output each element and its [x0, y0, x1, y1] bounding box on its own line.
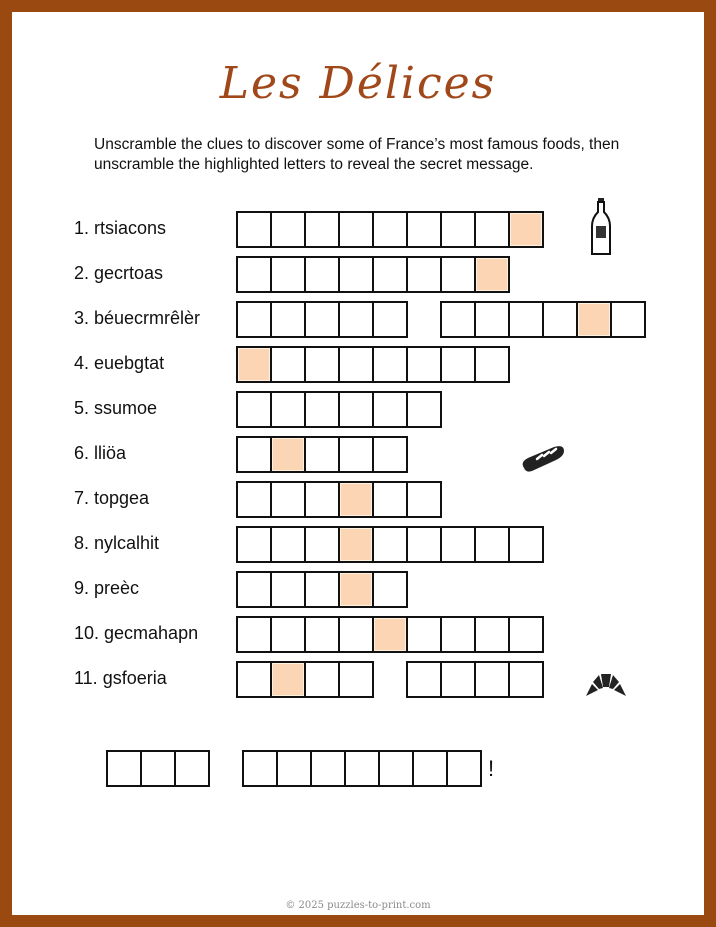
letter-box[interactable]: [544, 303, 578, 336]
clue-label: 5. ssumoe: [74, 398, 158, 418]
letter-box[interactable]: [306, 303, 340, 336]
letter-box[interactable]: [306, 483, 340, 516]
baguette-icon: [520, 444, 566, 474]
answer-row: [236, 481, 442, 516]
letter-box[interactable]: [238, 258, 272, 291]
letter-box[interactable]: [476, 213, 510, 246]
highlighted-letter-box[interactable]: [238, 348, 272, 381]
letter-box[interactable]: [510, 618, 542, 651]
letter-box[interactable]: [238, 303, 272, 336]
letter-box[interactable]: [272, 393, 306, 426]
answer-row: [236, 211, 544, 246]
highlighted-letter-box[interactable]: [272, 663, 306, 696]
letter-box[interactable]: [340, 618, 374, 651]
letter-box[interactable]: [306, 213, 340, 246]
answer-word-group: [236, 526, 544, 563]
highlighted-letter-box[interactable]: [340, 528, 374, 561]
letter-box[interactable]: [442, 213, 476, 246]
copyright-footer: © 2025 puzzles-to-print.com: [285, 900, 431, 911]
answer-word-group: [236, 256, 510, 293]
letter-box[interactable]: [510, 303, 544, 336]
letter-box[interactable]: [442, 258, 476, 291]
letter-box[interactable]: [340, 438, 374, 471]
letter-box[interactable]: [408, 348, 442, 381]
answer-row: [236, 571, 408, 606]
clue-label: 1. rtsiacons: [74, 218, 167, 238]
letter-box[interactable]: [272, 348, 306, 381]
letter-box[interactable]: [442, 348, 476, 381]
highlighted-letter-box[interactable]: [578, 303, 612, 336]
answer-word-group: [236, 571, 408, 608]
letter-box[interactable]: [238, 438, 272, 471]
letter-box[interactable]: [510, 528, 542, 561]
clue-label: 10. gecmahapn: [74, 623, 199, 643]
letter-box[interactable]: [510, 663, 542, 696]
secret-word-group: [242, 750, 482, 787]
letter-box[interactable]: [238, 528, 272, 561]
secret-letter-box[interactable]: [380, 752, 414, 785]
answer-row: [236, 346, 510, 381]
secret-letter-box[interactable]: [448, 752, 480, 785]
clue-label: 2. gecrtoas: [74, 263, 164, 283]
highlighted-letter-box[interactable]: [340, 573, 374, 606]
answer-row: [236, 391, 442, 426]
letter-box[interactable]: [374, 438, 406, 471]
letter-box[interactable]: [340, 393, 374, 426]
answer-row: [236, 301, 646, 336]
letter-box[interactable]: [442, 618, 476, 651]
letter-box[interactable]: [306, 528, 340, 561]
letter-box[interactable]: [408, 618, 442, 651]
letter-box[interactable]: [272, 303, 306, 336]
letter-box[interactable]: [476, 528, 510, 561]
secret-message-exclamation: !: [488, 756, 495, 781]
letter-box[interactable]: [476, 303, 510, 336]
letter-box[interactable]: [374, 393, 408, 426]
letter-box[interactable]: [374, 573, 406, 606]
clue-label: 8. nylcalhit: [74, 533, 160, 553]
letter-box[interactable]: [442, 303, 476, 336]
letter-box[interactable]: [272, 528, 306, 561]
letter-box[interactable]: [374, 348, 408, 381]
answer-word-group: [236, 436, 408, 473]
clue-label: 4. euebgtat: [74, 353, 165, 373]
clue-label: 3. béuecrmrêlèr: [74, 308, 201, 328]
answer-word-group: [406, 661, 544, 698]
letter-box[interactable]: [238, 483, 272, 516]
letter-box[interactable]: [340, 663, 372, 696]
secret-letter-box[interactable]: [346, 752, 380, 785]
highlighted-letter-box[interactable]: [510, 213, 542, 246]
letter-box[interactable]: [374, 258, 408, 291]
letter-box[interactable]: [272, 483, 306, 516]
letter-box[interactable]: [238, 618, 272, 651]
champagne-bottle-icon: [588, 198, 614, 258]
answer-word-group: [236, 211, 544, 248]
letter-box[interactable]: [612, 303, 644, 336]
letter-box[interactable]: [476, 348, 508, 381]
clue-label: 9. preèc: [74, 578, 140, 598]
answer-row: [236, 256, 510, 291]
answer-row: [236, 616, 544, 651]
letter-box[interactable]: [476, 663, 510, 696]
letter-box[interactable]: [238, 393, 272, 426]
letter-box[interactable]: [340, 213, 374, 246]
letter-box[interactable]: [408, 483, 440, 516]
letter-box[interactable]: [306, 573, 340, 606]
answer-word-group: [236, 346, 510, 383]
letter-box[interactable]: [374, 303, 406, 336]
letter-box[interactable]: [408, 393, 440, 426]
letter-box[interactable]: [374, 528, 408, 561]
clue-label: 6. lliöa: [74, 443, 127, 463]
answer-word-group: [236, 616, 544, 653]
letter-box[interactable]: [340, 303, 374, 336]
answer-row: [236, 436, 408, 471]
letter-box[interactable]: [272, 258, 306, 291]
letter-box[interactable]: [306, 348, 340, 381]
letter-box[interactable]: [306, 258, 340, 291]
letter-box[interactable]: [442, 528, 476, 561]
answer-word-group: [440, 301, 646, 338]
letter-box[interactable]: [272, 573, 306, 606]
letter-box[interactable]: [306, 663, 340, 696]
clue-label: 7. topgea: [74, 488, 150, 508]
letter-box[interactable]: [238, 663, 272, 696]
instructions: Unscramble the clues to discover some of France’s most famous foods, then unscramble the highlighted letters to reveal the secret message.: [94, 136, 620, 173]
answer-word-group: [236, 661, 374, 698]
puzzle-page: [12, 12, 704, 915]
highlighted-letter-box[interactable]: [374, 618, 408, 651]
answer-row: [236, 526, 544, 561]
letter-box[interactable]: [238, 573, 272, 606]
secret-letter-box[interactable]: [312, 752, 346, 785]
secret-letter-box[interactable]: [176, 752, 208, 785]
letter-box[interactable]: [408, 663, 442, 696]
secret-letter-box[interactable]: [142, 752, 176, 785]
secret-letter-box[interactable]: [244, 752, 278, 785]
highlighted-letter-box[interactable]: [272, 438, 306, 471]
letter-box[interactable]: [340, 258, 374, 291]
letter-box[interactable]: [374, 483, 408, 516]
letter-box[interactable]: [442, 663, 476, 696]
secret-word-group: [106, 750, 210, 787]
letter-box[interactable]: [306, 438, 340, 471]
letter-box[interactable]: [408, 528, 442, 561]
secret-letter-box[interactable]: [278, 752, 312, 785]
answer-word-group: [236, 391, 442, 428]
letter-box[interactable]: [408, 213, 442, 246]
letter-box[interactable]: [238, 213, 272, 246]
answer-row: [236, 661, 544, 696]
letter-box[interactable]: [272, 213, 306, 246]
answer-word-group: [236, 481, 442, 518]
answer-word-group: [236, 301, 408, 338]
secret-letter-box[interactable]: [414, 752, 448, 785]
highlighted-letter-box[interactable]: [340, 483, 374, 516]
letter-box[interactable]: [306, 393, 340, 426]
secret-letter-box[interactable]: [108, 752, 142, 785]
letter-box[interactable]: [408, 258, 442, 291]
clue-label: 11. gsfoeria: [74, 668, 167, 688]
highlighted-letter-box[interactable]: [476, 258, 508, 291]
letter-box[interactable]: [374, 213, 408, 246]
letter-box[interactable]: [306, 618, 340, 651]
croissant-icon: [584, 670, 628, 700]
letter-box[interactable]: [476, 618, 510, 651]
page-title: Les Délices: [219, 58, 497, 109]
letter-box[interactable]: [340, 348, 374, 381]
letter-box[interactable]: [272, 618, 306, 651]
